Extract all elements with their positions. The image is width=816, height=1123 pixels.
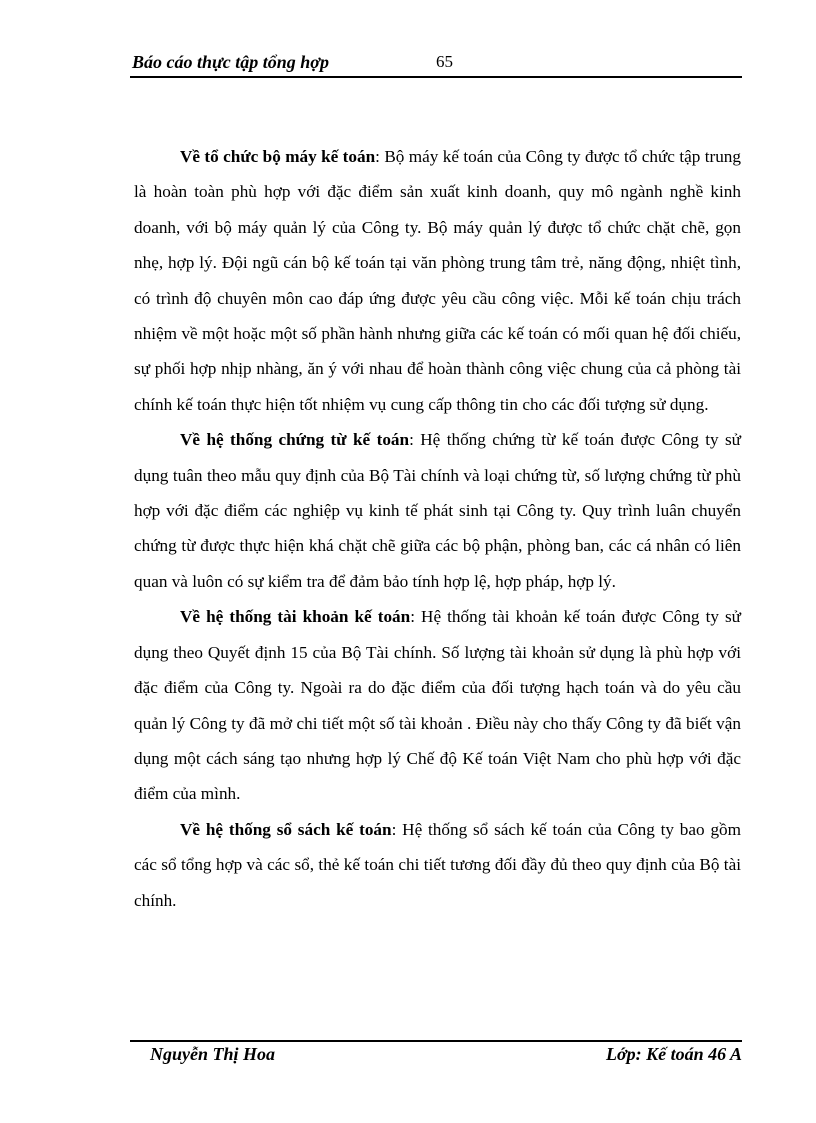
paragraph-text: : Bộ máy kế toán của Công ty được tổ chức tập trung là hoàn toàn phù hợp với đặc điểm sản xuất kinh doanh, quy mô ngành nghề kinh doanh, với bộ máy quản lý của Công ty. Bộ máy quản lý được tổ chức chặt chẽ, gọn nhẹ, hợp lý. Đội ngũ cán bộ kế toán tại văn phòng trung tâm trẻ, năng động, nhiệt tình, có trình độ chuyên môn cao đáp ứng được yêu cầu công việc. Mỗi kế toán chịu trách nhiệm về một hoặc một số phần hành nhưng giữa các kế toán có mối quan hệ đối chiếu, sự phối hợp nhịp nhàng, ăn ý với nhau để hoàn thành công việc chung của cả phòng tài chính kế toán thực hiện tốt nhiệm vụ cung cấp thông tin cho các đối tượng sử dụng. bbox=[134, 147, 741, 414]
page-number: 65 bbox=[436, 52, 453, 71]
report-title: Báo cáo thực tập tổng hợp bbox=[132, 52, 329, 72]
paragraph-text: : Hệ thống sổ sách kế toán của Công ty bao gồm các sổ tổng hợp và các sổ, thẻ kế toán chi tiết tương đối đầy đủ theo quy định của Bộ tài chính. bbox=[134, 819, 741, 910]
paragraph-heading: Về hệ thống tài khoản kế toán bbox=[180, 607, 411, 627]
paragraph-text: : Hệ thống tài khoản kế toán được Công ty sử dụng theo Quyết định 15 của Bộ Tài chính. Số lượng tài khoản sử dụng là phù hợp với đặc điểm của Công ty. Ngoài ra do đặc điểm của đối tượng hạch toán và do yêu cầu quản lý Công ty đã mở chi tiết một số tài khoản . Điều này cho thấy Công ty đã biết vận dụng một cách sáng tạo nhưng hợp lý Chế độ Kế toán Việt Nam cho phù hợp với đặc điểm của mình. bbox=[134, 607, 741, 804]
paragraph-accounting-organization bbox=[134, 139, 741, 422]
paragraph-account-system bbox=[134, 599, 741, 811]
footer-rule bbox=[130, 1040, 742, 1042]
paragraph-voucher-system bbox=[134, 422, 741, 599]
paragraph-heading: Về hệ thống chứng từ kế toán bbox=[180, 430, 410, 450]
page-footer bbox=[134, 1044, 742, 1070]
body-text bbox=[134, 139, 741, 918]
paragraph-heading: Về hệ thống sổ sách kế toán bbox=[180, 819, 392, 839]
paragraph-text: : Hệ thống chứng từ kế toán được Công ty sử dụng tuân theo mẫu quy định của Bộ Tài chính và loại chứng từ, số lượng chứng từ phù hợp với đặc điểm các nghiệp vụ kinh tế phát sinh tại Công ty. Quy trình luân chuyển chứng từ được thực hiện khá chặt chẽ giữa các bộ phận, phòng ban, các cá nhân có liên quan và luôn có sự kiểm tra để đảm bảo tính hợp lệ, hợp pháp, hợp lý. bbox=[134, 430, 741, 591]
paragraph-heading: Về tổ chức bộ máy kế toán bbox=[180, 147, 376, 166]
page-header bbox=[132, 52, 742, 78]
header-rule bbox=[130, 76, 742, 78]
class-label: Lớp: Kế toán 46 A bbox=[606, 1044, 742, 1064]
author-name: Nguyễn Thị Hoa bbox=[150, 1044, 276, 1064]
paragraph-ledger-system bbox=[134, 812, 741, 918]
